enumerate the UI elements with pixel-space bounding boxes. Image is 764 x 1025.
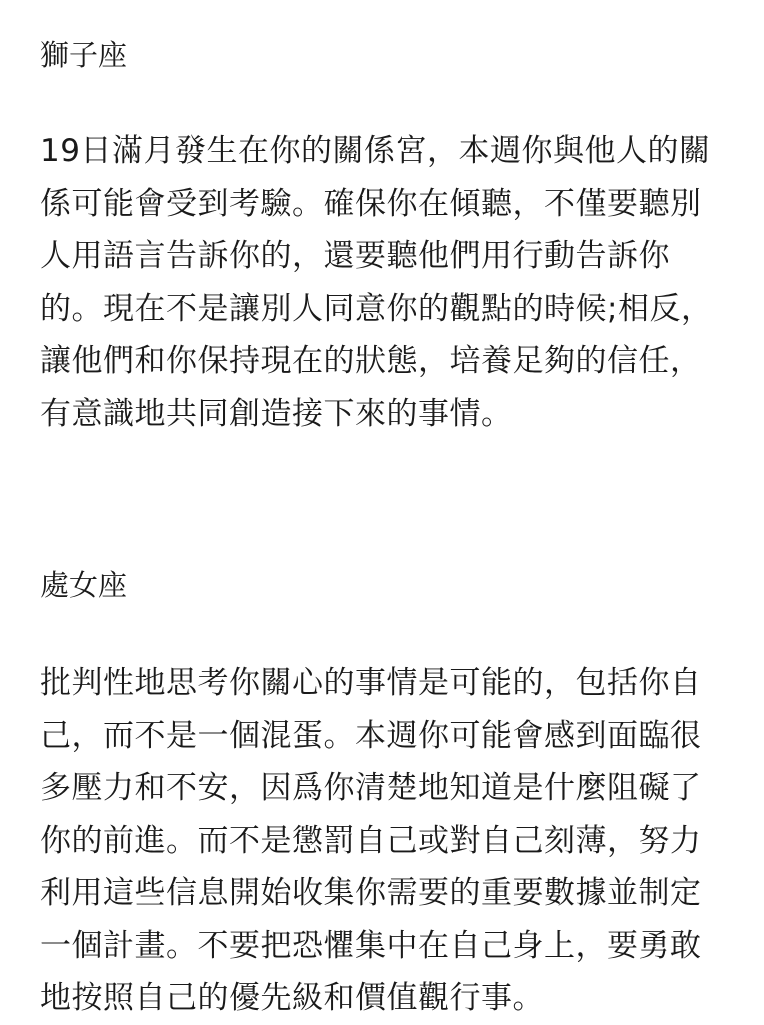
body-line: 利用這些信息開始收集你需要的重要數據並制定 [40,875,702,911]
section-title-leo: 獅子座 [40,38,128,72]
body-line: 的。現在不是讓別人同意你的觀點的時候;相反， [40,290,713,327]
section-body-leo [40,125,730,440]
section-title-virgo: 處女座 [40,568,128,602]
body-line: 人用語言告訴你的，還要聽他們用行動告訴你 [40,238,670,274]
body-line: 你的前進。而不是懲罰自己或對自己刻薄，努力 [40,822,702,859]
body-line: 19日滿月發生在你的關係宮，本週你與他人的關 [40,133,711,169]
body-line: 己，而不是一個混蛋。本週你可能會感到面臨很 [40,717,702,754]
body-line: 多壓力和不安，因爲你清楚地知道是什麼阻礙了 [40,770,702,806]
section-body-virgo [40,657,730,1025]
body-line: 一個計畫。不要把恐懼集中在自己身上，要勇敢 [40,927,702,964]
body-line: 讓他們和你保持現在的狀態，培養足夠的信任， [40,343,702,379]
body-line: 批判性地思考你關心的事情是可能的，包括你自 [40,665,702,701]
body-line: 地按照自己的優先級和價值觀行事。 [40,980,544,1016]
body-line: 係可能會受到考驗。確保你在傾聽，不僅要聽別 [40,185,702,222]
body-line: 有意識地共同創造接下來的事情。 [40,395,513,432]
